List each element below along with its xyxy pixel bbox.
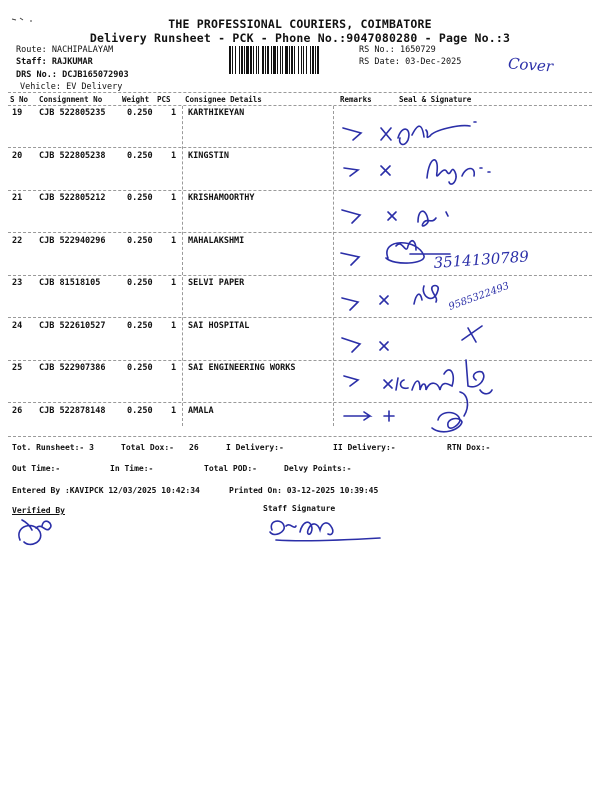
- runsheet-subtitle: Delivery Runsheet - PCK - Phone No.:9047080280 - Page No.:3: [89, 31, 511, 45]
- handwritten-phone-1: 3514130789: [433, 247, 530, 272]
- row-pcs: 1: [171, 235, 177, 246]
- row-pcs: 1: [171, 405, 177, 416]
- row-consignee: KARTHIKEYAN: [188, 108, 245, 118]
- row-consignee: SAI ENGINEERING WORKS: [188, 363, 296, 373]
- row-consignee: MAHALAKSHMI: [188, 235, 245, 246]
- row-weight: 0.250: [127, 320, 153, 331]
- tick-mark-21: [342, 210, 360, 223]
- row-sno: 20: [12, 150, 23, 161]
- row-consignment-no: CJB 522805238: [39, 150, 106, 161]
- row-consignment-no: CJB 81518105: [39, 278, 101, 288]
- signature-26: [432, 392, 467, 432]
- cross-mark-20: [381, 166, 390, 175]
- signature-24: [462, 326, 482, 342]
- verified-by-label: Verified By: [12, 506, 65, 515]
- row-sno: 22: [12, 235, 23, 246]
- tick-mark-19: [343, 128, 361, 140]
- handwritten-cover-note: Cover: [507, 54, 554, 76]
- in-time: In Time:-: [110, 464, 154, 473]
- drs-line: DRS No.: DCJB165072903: [16, 70, 129, 80]
- row-weight: 0.250: [127, 363, 153, 373]
- tick-mark-22: [341, 253, 359, 265]
- staff-signature-label: Staff Signature: [263, 504, 336, 513]
- tot-runsheet: Tot. Runsheet:- 3: [12, 443, 94, 452]
- col-weight: Weight: [122, 95, 150, 104]
- rs-date-value: 03-Dec-2025: [405, 57, 462, 67]
- rs-no-line: RS No.: 1650729: [359, 45, 436, 55]
- signature-19: [398, 122, 476, 144]
- row-sno: 26: [12, 405, 23, 416]
- row-pcs: 1: [171, 320, 177, 331]
- company-name: THE PROFESSIONAL COURIERS, COIMBATORE: [168, 17, 432, 31]
- row-sno: 21: [12, 193, 23, 203]
- verified-by-signature: [19, 520, 51, 544]
- row-weight: 0.250: [127, 108, 153, 118]
- tick-mark-24: [342, 338, 360, 352]
- row-weight: 0.250: [127, 278, 153, 288]
- row-consignment-no: CJB 522940296: [39, 235, 106, 246]
- route-value: NACHIPALAYAM: [51, 45, 114, 55]
- total-dox-label: Total Dox:-: [121, 443, 174, 452]
- signature-20: [427, 160, 490, 184]
- vehicle-value: EV Delivery: [66, 82, 123, 92]
- row-pcs: 1: [171, 193, 177, 203]
- row-consignment-no: CJB 522878148: [39, 405, 106, 416]
- out-time: Out Time:-: [12, 464, 61, 473]
- rs-date-line: RS Date: 03-Dec-2025: [359, 57, 462, 67]
- signature-21: [418, 211, 448, 226]
- delvy-points: Delvy Points:-: [284, 464, 352, 473]
- row-consignee: KINGSTIN: [188, 150, 229, 161]
- row-pcs: 1: [171, 108, 177, 118]
- col-consignee: Consignee Details: [185, 95, 262, 104]
- col-pcs: PCS: [157, 95, 171, 104]
- row-consignment-no: CJB 522805235: [39, 108, 106, 118]
- drs-value: DCJB165072903: [62, 70, 129, 80]
- row-weight: 0.250: [127, 405, 153, 416]
- cross-mark-23: [380, 296, 388, 304]
- cross-mark-19: [381, 128, 391, 140]
- row-sno: 24: [12, 320, 23, 331]
- staff-line: Staff: RAJKUMAR: [16, 57, 93, 67]
- entered-by: Entered By :KAVIPCK 12/03/2025 10:42:34: [12, 486, 200, 495]
- plus-mark-26: [384, 411, 394, 421]
- row-weight: 0.250: [127, 193, 153, 203]
- tick-mark-26: [344, 412, 370, 420]
- cross-mark-21: [388, 212, 396, 220]
- row-consignee: AMALA: [188, 405, 214, 416]
- ii-delivery: II Delivery:-: [333, 443, 396, 452]
- handwritten-phone-2: 9585322493: [447, 280, 511, 313]
- col-consignment: Consignment No: [39, 95, 103, 104]
- row-weight: 0.250: [127, 150, 153, 161]
- vehicle-line: Vehicle: EV Delivery: [20, 82, 123, 92]
- total-dox-value: 26: [189, 443, 199, 452]
- col-seal-signature: Seal & Signature: [399, 95, 472, 104]
- cross-mark-25: [384, 380, 392, 388]
- tick-mark-23: [342, 298, 358, 310]
- row-pcs: 1: [171, 278, 177, 288]
- row-consignment-no: CJB 522805212: [39, 193, 106, 203]
- row-consignee: KRISHAMOORTHY: [188, 193, 255, 203]
- signature-25: [396, 360, 492, 394]
- i-delivery: I Delivery:-: [226, 443, 284, 452]
- totals-top-rule: [8, 436, 592, 437]
- cross-mark-24: [380, 342, 388, 350]
- route-line: Route: NACHIPALAYAM: [16, 45, 114, 55]
- col-sno: S No: [10, 95, 29, 104]
- staff-value: RAJKUMAR: [51, 57, 93, 67]
- total-pod: Total POD:-: [204, 464, 257, 473]
- row-sno: 25: [12, 363, 23, 373]
- row-sno: 19: [12, 108, 23, 118]
- row-consignee: SELVI PAPER: [188, 278, 245, 288]
- row-weight: 0.250: [127, 235, 153, 246]
- col-remarks: Remarks: [340, 95, 372, 104]
- row-consignment-no: CJB 522907386: [39, 363, 106, 373]
- row-sno: 23: [12, 278, 23, 288]
- rs-no-value: 1650729: [399, 45, 436, 55]
- row-pcs: 1: [171, 363, 177, 373]
- tick-mark-20: [344, 168, 358, 176]
- rtn-dox: RTN Dox:-: [447, 443, 491, 452]
- row-consignee: SAI HOSPITAL: [188, 320, 250, 331]
- staff-signature-mark: [270, 521, 380, 541]
- signature-23: [414, 286, 438, 305]
- printed-on: Printed On: 03-12-2025 10:39:45: [229, 486, 379, 495]
- row-consignment-no: CJB 522610527: [39, 320, 106, 331]
- row-pcs: 1: [171, 150, 177, 161]
- tick-mark-25: [344, 376, 358, 386]
